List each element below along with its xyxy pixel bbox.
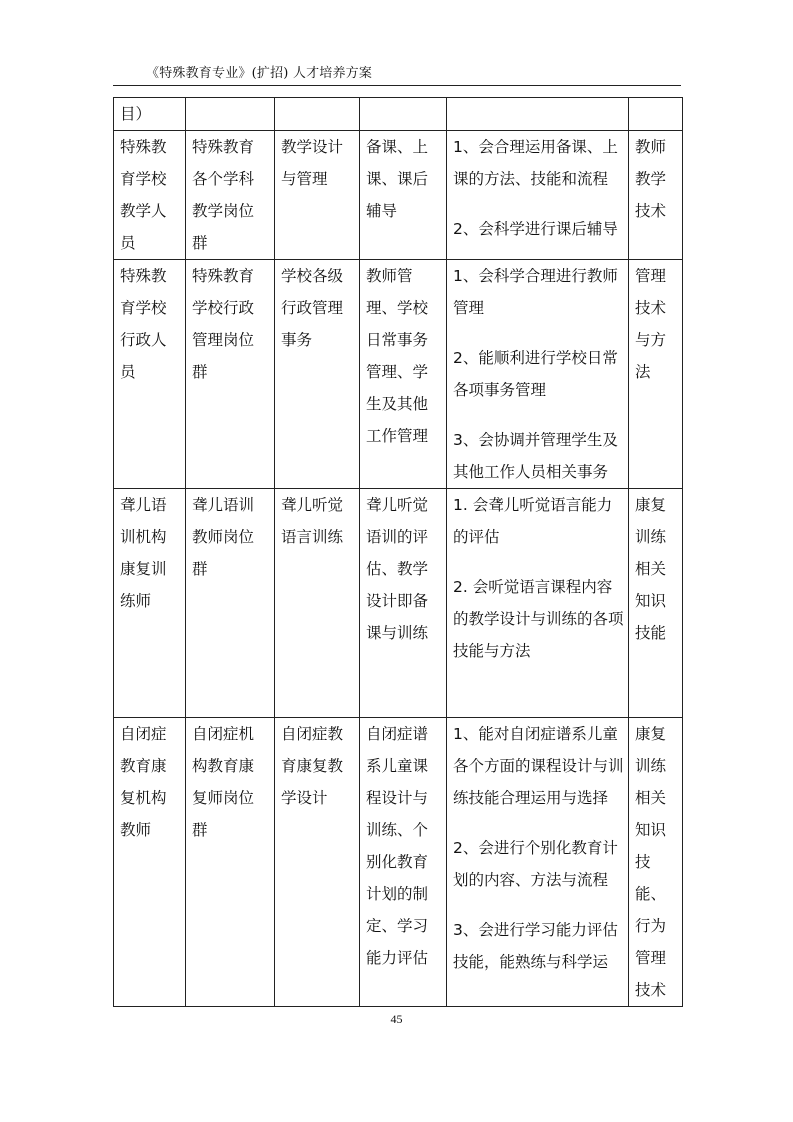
requirement-item: 1、会合理运用备课、上课的方法、技能和流程 [453,138,618,188]
position-cell: 目） [114,98,186,131]
work-task-cell: 聋儿听觉 语言训练 [275,489,360,718]
post-group-cell: 特殊教育 学校行政 管理岗位 群 [186,260,275,489]
position-cell: 特殊教 育学校 行政人 员 [114,260,186,489]
table-row [114,718,683,1007]
requirement-item: 2、会进行个别化教育计划的内容、方法与流程 [453,839,618,889]
work-task-cell [275,98,360,131]
table-row [114,260,683,489]
requirement-item: 2. 会听觉语言课程内容的教学设计与训练的各项技能与方法 [453,578,624,660]
post-group-cell: 聋儿语训 教师岗位 群 [186,489,275,718]
ability-requirement-cell [447,718,629,1007]
work-task-cell: 教学设计 与管理 [275,131,360,260]
table-row [114,98,683,131]
post-group-cell: 特殊教育 各个学科 教学岗位 群 [186,131,275,260]
requirement-item: 1. 会聋儿听觉语言能力的评估 [453,496,613,546]
position-cell: 自闭症 教育康 复机构 教师 [114,718,186,1007]
work-content-cell [360,98,447,131]
table-row [114,131,683,260]
requirement-item: 3、会协调并管理学生及其他工作人员相关事务 [453,431,618,481]
skill-cell: 康复 训练 相关 知识 技 能、 行为 管理 技术 [629,718,683,1007]
position-cell: 特殊教 育学校 教学人 员 [114,131,186,260]
requirement-item: 1、会科学合理进行教师管理 [453,267,618,317]
table-row [114,489,683,718]
skill-cell: 康复 训练 相关 知识 技能 [629,489,683,718]
page-number: 45 [390,1012,403,1026]
post-group-cell: 自闭症机 构教育康 复师岗位 群 [186,718,275,1007]
work-content-cell: 教师管 理、学校 日常事务 管理、学 生及其他 工作管理 [360,260,447,489]
requirement-item: 1、能对自闭症谱系儿童各个方面的课程设计与训练技能合理运用与选择 [453,725,624,807]
requirement-item: 2、能顺利进行学校日常各项事务管理 [453,349,618,399]
ability-requirement-cell [447,489,629,718]
page-header-title: 《特殊教育专业》(扩招) 人才培养方案 [146,66,373,81]
ability-requirement-cell [447,131,629,260]
ability-requirement-cell [447,98,629,131]
requirement-item: 3、会进行学习能力评估技能，能熟练与科学运 [453,921,618,971]
skill-cell: 管理 技术 与方 法 [629,260,683,489]
skill-cell: 教师 教学 技术 [629,131,683,260]
position-cell: 聋儿语 训机构 康复训 练师 [114,489,186,718]
skill-cell [629,98,683,131]
work-task-cell: 自闭症教 育康复教 学设计 [275,718,360,1007]
work-content-cell: 聋儿听觉 语训的评 估、教学 设计即备 课与训练 [360,489,447,718]
post-group-cell [186,98,275,131]
header-rule [113,85,681,86]
work-content-cell: 备课、上 课、课后 辅导 [360,131,447,260]
work-content-cell: 自闭症谱 系儿童课 程设计与 训练、个 别化教育 计划的制 定、学习 能力评估 [360,718,447,1007]
requirement-item: 2、会科学进行课后辅导 [453,220,618,238]
training-scheme-table [113,97,683,1007]
ability-requirement-cell [447,260,629,489]
work-task-cell: 学校各级 行政管理 事务 [275,260,360,489]
